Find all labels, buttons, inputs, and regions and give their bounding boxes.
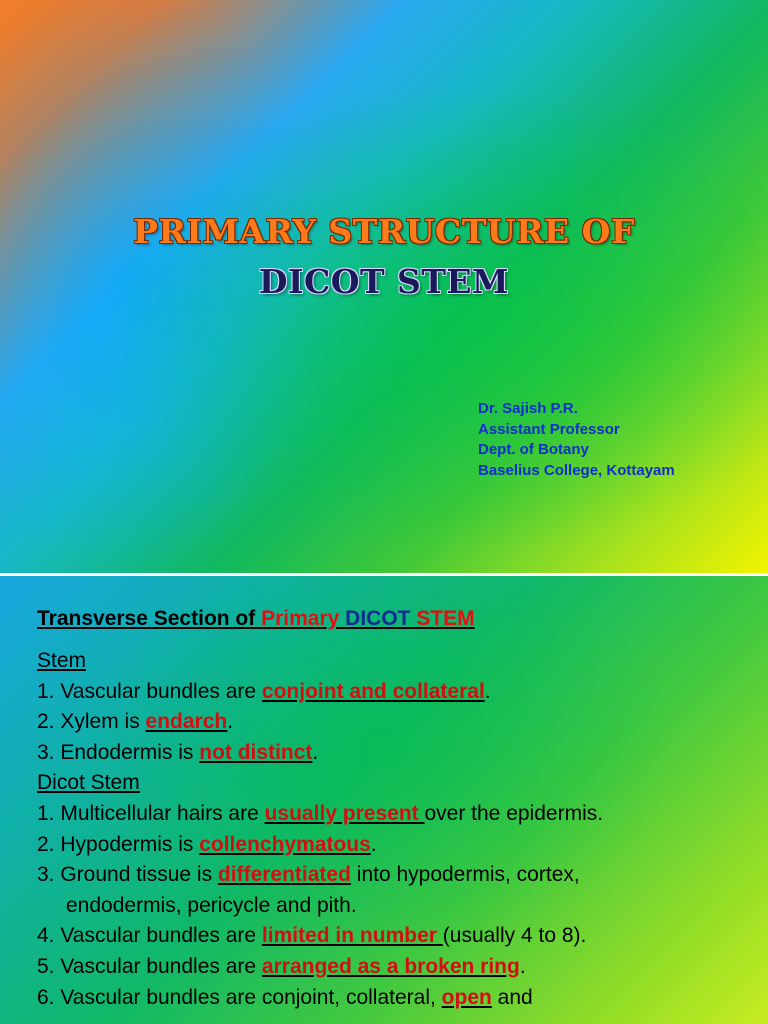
author-block — [478, 399, 675, 481]
list-item: 2. Xylem is endarch. — [37, 710, 234, 734]
heading-part-1: Transverse Section of — [37, 607, 262, 630]
list-item: 1. Multicellular hairs are usually present over the epidermis. — [37, 801, 604, 825]
stem-subheading: Stem — [37, 649, 87, 672]
dicot-stem-subheading: Dicot Stem — [37, 771, 140, 795]
title-line-1: PRIMARY STRUCTURE OF — [133, 212, 635, 251]
heading-part-2: Primary — [261, 607, 346, 630]
author-department: Dept. of Botany — [478, 441, 589, 458]
list-item: 3. Endodermis is not distinct. — [37, 740, 319, 764]
author-college: Baselius College, Kottayam — [478, 461, 675, 479]
list-item: 1. Vascular bundles are conjoint and collateral. — [37, 679, 491, 703]
list-item: 2. Hypodermis is collenchymatous. — [37, 832, 377, 856]
list-item: 3. Ground tissue is differentiated into hypodermis, cortex, — [37, 863, 580, 887]
list-item: 5. Vascular bundles are arranged as a broken ring. — [37, 954, 526, 978]
heading-part-4: STEM — [410, 607, 475, 630]
author-name: Dr. Sajish P.R. — [478, 400, 578, 417]
title-line-2: DICOT STEM — [258, 262, 510, 301]
slide-divider — [0, 573, 768, 575]
list-item-continuation: endodermis, pericycle and pith. — [66, 893, 357, 917]
slide-heading — [37, 607, 475, 631]
slide-content — [37, 646, 603, 1013]
author-position: Assistant Professor — [478, 420, 620, 438]
list-item: 4. Vascular bundles are limited in number (usually 4 to 8). — [37, 924, 587, 948]
heading-part-3: DICOT — [345, 607, 411, 630]
content-slide — [0, 576, 768, 1024]
list-item: 6. Vascular bundles are conjoint, collateral, open and — [37, 985, 533, 1009]
